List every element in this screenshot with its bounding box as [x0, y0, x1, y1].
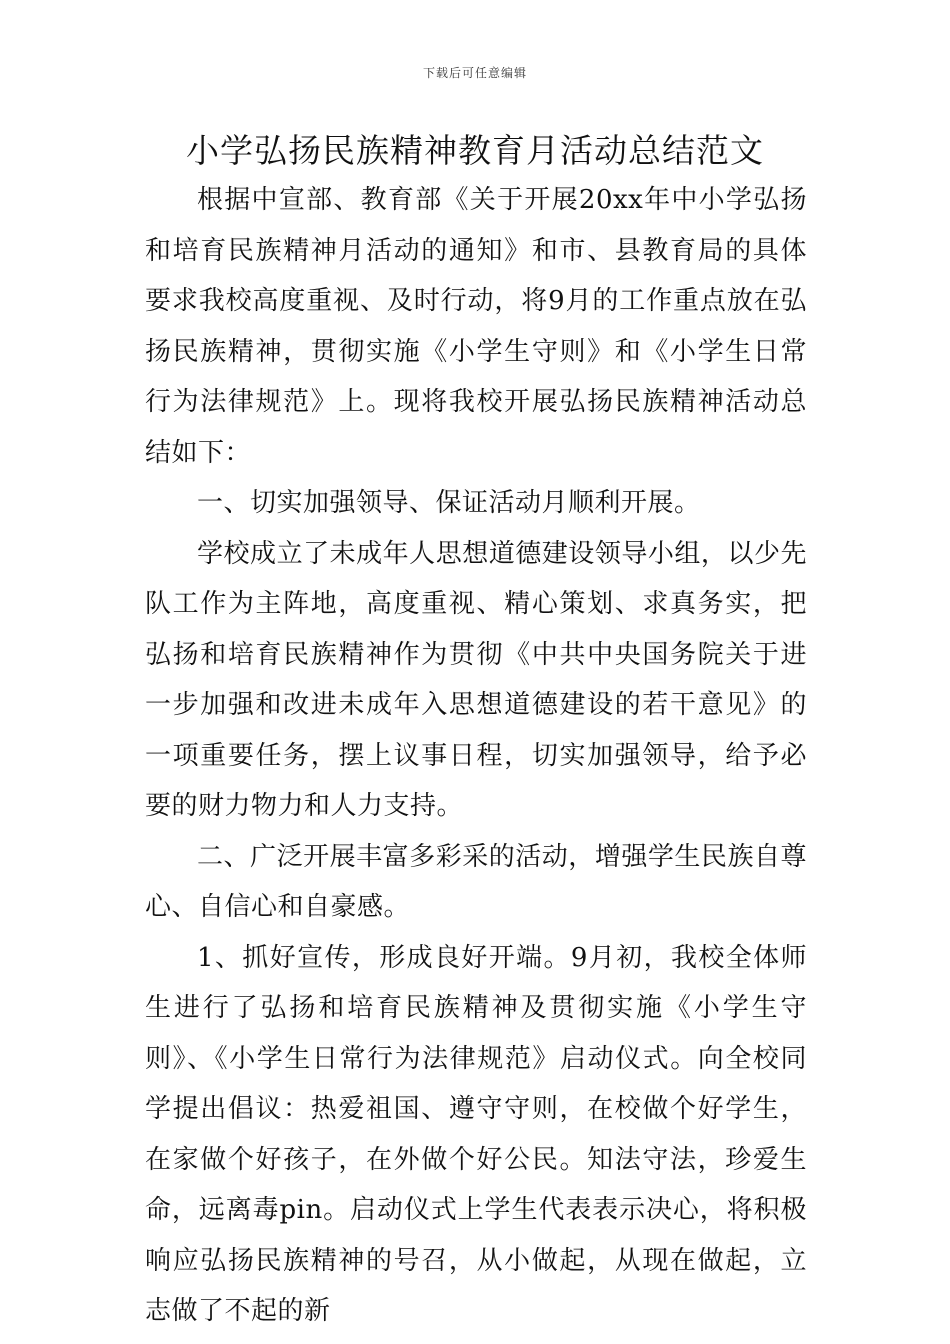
section-heading-1: 一、切实加强领导、保证活动月顺利开展。	[197, 488, 701, 518]
paragraph-section-1: 学校成立了未成年人思想道德建设领导小组，以少先队工作为主阵地，高度重视、精心策划、求真务实，把弘扬和培育民族精神作为贯彻《中共中央国务院关于进一步加强和改进未成年入思想道德建设的若干意见》的一项重要任务，摆上议事日程，切实加强领导，给予必要的财力物力和人力支持。	[145, 538, 807, 821]
section-heading-2: 二、广泛开展丰富多彩采的活动，增强学生民族自尊心、自信心和自豪感。	[145, 841, 807, 922]
header-note: 下载后可任意编辑	[422, 66, 527, 80]
document-body	[145, 175, 807, 1337]
paragraph-intro: 根据中宣部、教育部《关于开展20xx年中小学弘扬和培育民族精神月活动的通知》和市、县教育局的具体要求我校高度重视、及时行动，将9月的工作重点放在弘扬民族精神，贯彻实施《小学生守则》和《小学生日常行为法律规范》上。现将我校开展弘扬民族精神活动总结如下：	[145, 185, 807, 468]
paragraph-item-1: 1、抓好宣传，形成良好开端。9月初，我校全体师生进行了弘扬和培育民族精神及贯彻实施《小学生守则》、《小学生日常行为法律规范》启动仪式。向全校同学提出倡议：热爱祖国、遵守守则，在校做个好学生，在家做个好孩子，在外做个好公民。知法守法，珍爱生命，远离毒pin。启动仪式上学生代表表示决心，将积极响应弘扬民族精神的号召，从小做起，从现在做起，立志做了不起的新	[145, 942, 807, 1326]
document-title: 小学弘扬民族精神教育月活动总结范文	[186, 131, 764, 170]
